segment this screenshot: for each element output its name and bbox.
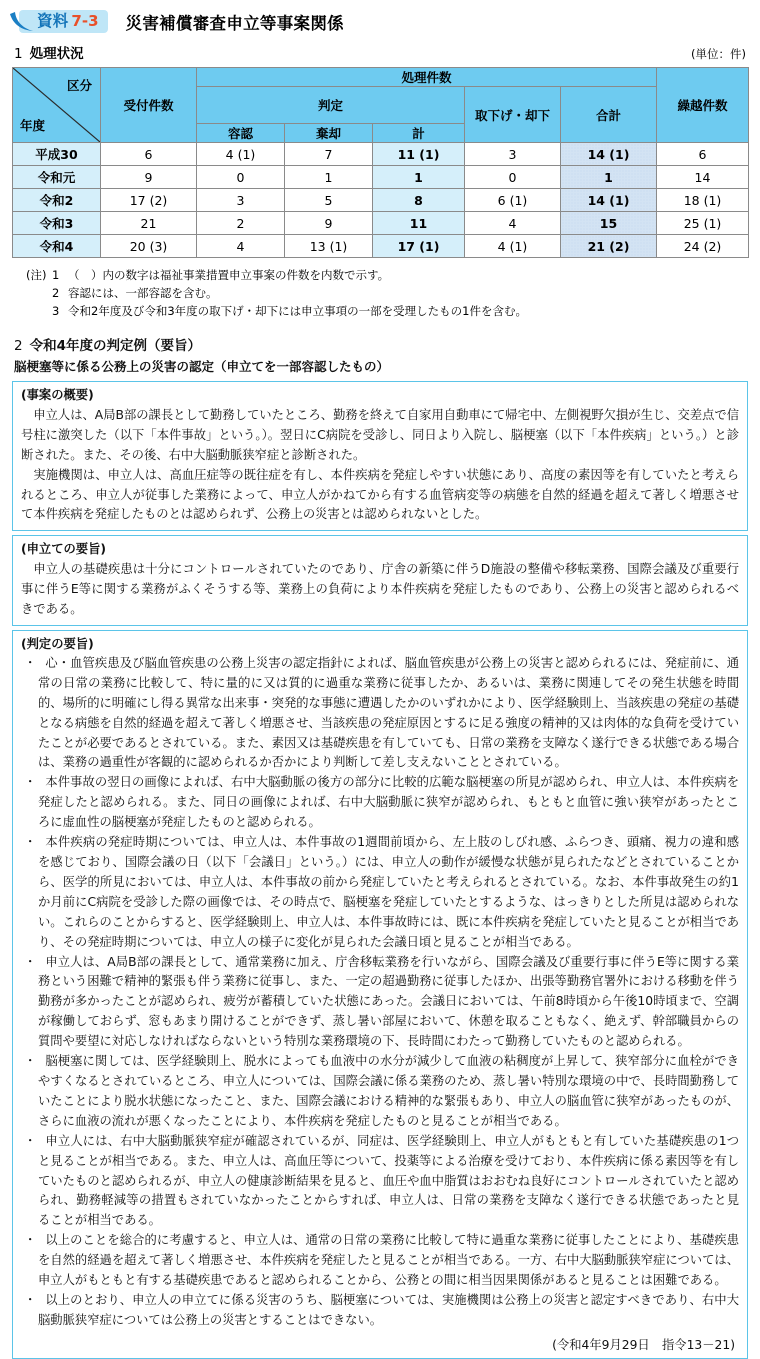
table-corner-cell [13, 68, 101, 143]
header-kurikoshi: 繰越件数 [657, 68, 749, 143]
bullet-item: ・ 申立人には、右中大脳動脈狭窄症が確認されているが、同症は、医学経験則上、申立人がもともと有していた基礎疾患の1つと見ることが相当である。また、申立人は、高血圧等について、投薬等による治療を受けており、本件疾病に係る素因等を有していたものと認められるが、申立人の健康診断結果を見ると、血圧や血中脂質はおおむね良好にコントロールされていたと認められ、勤務軽減等の措置もされていなかったことからすれば、申立人は、日常の業務を支障なく遂行できる状態であったと見ることが相当である。 [24, 1133, 739, 1228]
cell-torisage: 3 [465, 143, 561, 166]
cell-torisage: 0 [465, 166, 561, 189]
note-index: 3 [52, 304, 60, 319]
note-lead-label [26, 284, 52, 302]
note-text: 令和2年度及び令和3年度の取下げ・却下には申立事項の一部を受理したもの1件を含む。 [68, 304, 527, 319]
appeal-summary-title: (申立ての要旨) [21, 542, 107, 557]
bullet-dot-icon: ・ [24, 775, 37, 790]
cell-kurikoshi: 18 (1) [657, 189, 749, 212]
cell-torisage: 4 (1) [465, 235, 561, 258]
note-index: 1 [52, 268, 60, 282]
cell-kikyaku: 7 [285, 143, 373, 166]
document-header [12, 0, 748, 34]
paragraph: 申立人は、A局B部の課長として勤務していたところ、勤務を終えて自家用自動車にて帰宅中、左側視野欠損が生じ、交差点で信号柱に激突した（以下「本件事故」という。）。翌日にC病院を受診し、同日より入院し、脳梗塞（以下「本件疾病」という。）と診断された。また、その後、右中大脳動脈狭窄症と診断された。 [21, 407, 739, 462]
cell-goukei: 21 (2) [561, 235, 657, 258]
cell-younin: 0 [197, 166, 285, 189]
cell-younin: 3 [197, 189, 285, 212]
cell-goukei: 14 (1) [561, 189, 657, 212]
header-shori: 処理件数 [197, 68, 657, 87]
table-row [13, 143, 749, 166]
case-summary-title: (事案の概要) [21, 388, 94, 403]
bullet-item: ・ 脳梗塞に関しては、医学経験則上、脱水によっても血液中の水分が減少して血液の粘稠度が上昇して、狭窄部分に血栓ができやすくなるとされているところ、申立人については、国際会議に係る業務のため、蒸し暑い特別な環境の中で、長時間勤務していたことにより脱水状態になったこと、また、国際会議における精神的な緊張もあり、申立人の脳血管に狭窄があったものが、さらに血液の流れが悪くなったことにより、本件疾病を発症したものと見ることが相当である。 [24, 1054, 739, 1128]
bullet-dot-icon: ・ [24, 655, 37, 670]
bullet-dot-icon: ・ [24, 1054, 37, 1069]
header-younin: 容認 [197, 124, 285, 143]
cell-year: 平成30 [13, 143, 101, 166]
corner-row-label: 年度 [20, 118, 46, 133]
header-hantei: 判定 [197, 87, 465, 124]
bullet-dot-icon: ・ [24, 954, 37, 969]
note-row [26, 266, 748, 284]
case-summary-box [12, 381, 748, 531]
paragraph: 申立人の基礎疾患は十分にコントロールされていたのであり、庁舎の新築に伴うD施設の整備や移転業務、国際会議及び重要行事に伴うE等に関する業務がふくそうする等、業務上の負荷により本件疾病を発症したものであり、公務上の災害と認められるべきである。 [21, 561, 739, 616]
cell-year: 令和元 [13, 166, 101, 189]
header-goukei: 合計 [561, 87, 657, 143]
note-text: 容認には、一部容認を含む。 [68, 286, 218, 301]
note-row [26, 284, 748, 302]
table-row [13, 166, 749, 189]
bullet-dot-icon: ・ [24, 1292, 37, 1307]
note-row [26, 302, 748, 320]
processing-status-table [12, 67, 749, 258]
section2-number: 2 [14, 338, 23, 355]
cell-torisage: 4 [465, 212, 561, 235]
appeal-summary-box [12, 535, 748, 625]
cell-year: 令和2 [13, 189, 101, 212]
bullet-dot-icon: ・ [24, 835, 37, 850]
header-kikyaku: 棄却 [285, 124, 373, 143]
table-row [13, 212, 749, 235]
bullet-dot-icon: ・ [24, 1133, 37, 1148]
section2-subheading: 脳梗塞等に係る公務上の災害の認定（申立てを一部容認したもの） [14, 359, 390, 375]
badge-label: 資料 [37, 11, 69, 30]
cell-kurikoshi: 6 [657, 143, 749, 166]
decision-bullet-list [21, 654, 739, 1331]
section1-header [12, 42, 748, 62]
note-index: 2 [52, 286, 60, 301]
case-summary-paragraphs [21, 406, 739, 525]
cell-kei: 1 [373, 166, 465, 189]
cell-year: 令和4 [13, 235, 101, 258]
unit-note: (単位：件) [691, 47, 746, 61]
table-row [13, 189, 749, 212]
section2-header [12, 334, 748, 375]
decision-signature: (令和4年9月29日 指令13－21) [552, 1337, 735, 1352]
bullet-item: ・ 以上のことを総合的に考慮すると、申立人は、通常の日常の業務に比較して特に過重な業務に従事したことにより、基礎疾患を自然的経過を超えて著しく増悪させ、本件疾病を発症したと見ることが相当である。一方、右中大脳動脈狭窄症については、申立人がもともと有する基礎疾患であると認められることから、公務との間に相当因果関係があると見ることは困難である。 [24, 1233, 739, 1288]
cell-kurikoshi: 14 [657, 166, 749, 189]
cell-uketsuke: 20 (3) [101, 235, 197, 258]
swoosh-icon [9, 11, 35, 32]
bullet-item: ・ 心・血管疾患及び脳血管疾患の公務上災害の認定指針によれば、脳血管疾患が公務上の災害と認められるには、発症前に、通常の日常の業務に比較して、特に量的に又は質的に過重な業務に従事したか、あるいは、業務に関連してその発生状態を時間的、場所的に明確にし得る異常な出来事・突発的な事態に遭遇したかのいずれかにより、医学経験則上、当該疾患の発症の基礎となる病態を自然的経過を超えて著しく増悪させ、当該疾患の発症原因とするに足る強度の精神的又は肉体的な負荷を受けていたことが必要であるとされている。また、素因又は基礎疾患を有していても、日常の業務を支障なく遂行できる状態である場合は、業務の過重性が客観的に認められるか否かにより判断して差し支えないこととされている。 [24, 655, 739, 770]
table-notes [12, 266, 748, 320]
cell-torisage: 6 (1) [465, 189, 561, 212]
cell-kei: 11 (1) [373, 143, 465, 166]
section1-title: 処理状況 [29, 46, 84, 62]
bullet-item: ・ 本件疾病の発症時期については、申立人は、本件事故の1週間前頃から、左上肢のしびれ感、ふらつき、頭痛、視力の違和感を感じており、国際会議の日（以下「会議日」という。）には、申立人の動作が緩慢な状態が見られたなどとされていることから、医学的所見においては、申立人は、本件事故の前から発症していたと考えられるとされている。なお、本件事故発生の約1か月前にC病院を受診した際の画像では、その時点で、脳梗塞を発症していたとするような、はっきりとした所見は認められない。これらのことからすると、医学経験則上、申立人は、本件事故時には、既に本件疾病を発症していたと見ることが相当であり、その発症時期については、申立人の様子に変化が見られた会議日頃と見ることが相当である。 [24, 835, 739, 949]
table-body [13, 143, 749, 258]
note-lead-label: (注) [26, 268, 47, 282]
cell-kikyaku: 5 [285, 189, 373, 212]
bullet-item: ・ 申立人は、A局B部の課長として、通常業務に加え、庁舎移転業務を行いながら、国際会議及び重要行事に伴うE等に関する業務という困難で精神的緊張も伴う業務に従事し、また、一定の超過勤務に従事したほか、出張等勤務官署外における移動を伴う勤務が多かったことが認められ、疲労が蓄積していた状態にあった。会議日においては、午前8時頃から午後10時頃まで、空調が稼働しておらず、窓もあまり開けることができず、蒸し暑い部屋において、休憩を取ることもなく、絶えず、幹部職員からの質問や要望に対応しなければならないという特別な業務環境の下、長時間にわたって勤務していたものと認められる。 [24, 954, 739, 1049]
cell-kurikoshi: 24 (2) [657, 235, 749, 258]
cell-kikyaku: 13 (1) [285, 235, 373, 258]
bullet-item: ・ 以上のとおり、申立人の申立てに係る災害のうち、脳梗塞については、実施機関は公務上の災害と認定すべきであり、右中大脳動脈狭窄症については公務上の災害とすることはできない。 [24, 1292, 739, 1327]
cell-younin: 4 (1) [197, 143, 285, 166]
section1-heading [14, 42, 84, 62]
bullet-dot-icon: ・ [24, 1233, 37, 1248]
cell-kei: 11 [373, 212, 465, 235]
paragraph: 実施機関は、申立人は、高血圧症等の既往症を有し、本件疾病を発症しやすい状態にあり、高度の素因等を有していたと考えられるところ、申立人が従事した業務によって、申立人がかねてから有する血管病変等の病態を自然的経過を超えて著しく増悪させて本件疾病を発症したものとは認められず、公務上の災害とは認められないとした。 [21, 467, 739, 522]
header-torisage: 取下げ・却下 [465, 87, 561, 143]
cell-younin: 2 [197, 212, 285, 235]
header-kei: 計 [373, 124, 465, 143]
table-row [13, 235, 749, 258]
note-text: （ ）内の数字は福祉事業措置申立事案の件数を内数で示す。 [68, 268, 390, 282]
cell-younin: 4 [197, 235, 285, 258]
resource-badge [19, 10, 108, 33]
cell-uketsuke: 9 [101, 166, 197, 189]
bullet-item: ・ 本件事故の翌日の画像によれば、右中大脳動脈の後方の部分に比較的広範な脳梗塞の所見が認められ、申立人は、本件疾病を発症したと認められる。また、同日の画像によれば、右中大脳動脈に狭窄が認められ、もともと血管に強い狭窄があったところに虚血性の脳梗塞が発症したものと認められる。 [24, 775, 739, 830]
cell-kikyaku: 9 [285, 212, 373, 235]
decision-summary-title: (判定の要旨) [21, 636, 94, 651]
note-lead-label [26, 302, 52, 320]
cell-kei: 8 [373, 189, 465, 212]
decision-summary-box [12, 630, 748, 1359]
cell-uketsuke: 21 [101, 212, 197, 235]
section2-title: 令和4年度の判定例（要旨） [29, 338, 201, 355]
section2-heading [14, 334, 746, 354]
cell-kei: 17 (1) [373, 235, 465, 258]
page-title: 災害補償審査申立等事案関係 [125, 13, 344, 33]
section1-number: 1 [14, 46, 23, 62]
appeal-summary-paragraphs [21, 560, 739, 620]
cell-goukei: 15 [561, 212, 657, 235]
cell-uketsuke: 6 [101, 143, 197, 166]
cell-goukei: 14 (1) [561, 143, 657, 166]
header-uketsuke: 受付件数 [101, 68, 197, 143]
cell-kikyaku: 1 [285, 166, 373, 189]
table-header-row-1 [13, 68, 749, 87]
badge-number: 7-3 [71, 12, 99, 30]
cell-kurikoshi: 25 (1) [657, 212, 749, 235]
cell-uketsuke: 17 (2) [101, 189, 197, 212]
cell-year: 令和3 [13, 212, 101, 235]
cell-goukei: 1 [561, 166, 657, 189]
corner-column-label: 区分 [66, 78, 92, 93]
